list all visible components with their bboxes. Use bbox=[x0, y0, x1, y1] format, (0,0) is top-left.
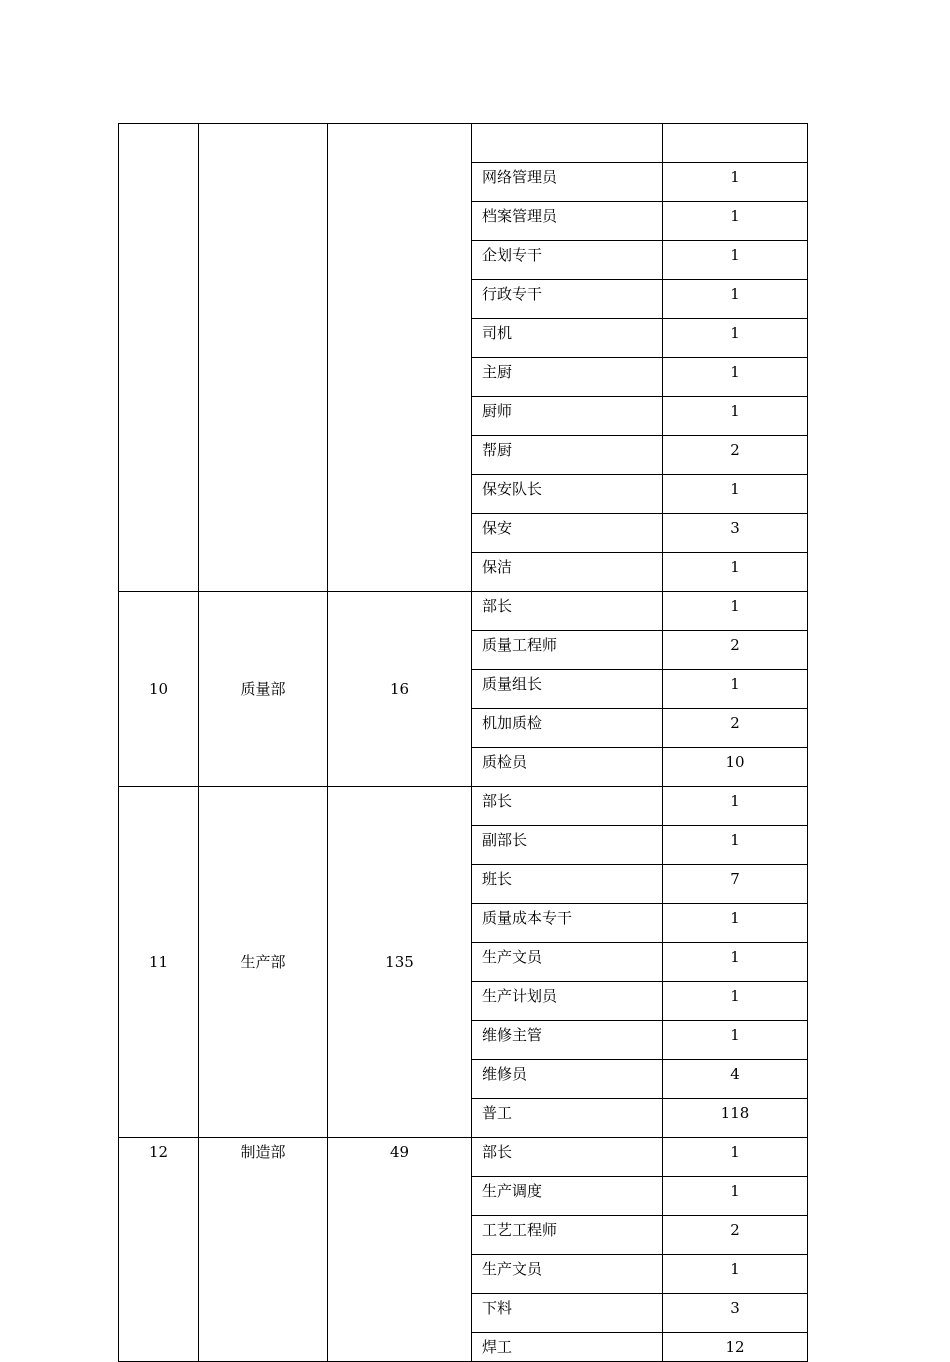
table-row bbox=[119, 1138, 808, 1177]
headcount-cell: 1 bbox=[663, 787, 808, 826]
position-cell: 班长 bbox=[472, 865, 663, 904]
headcount-cell: 1 bbox=[663, 202, 808, 241]
position-cell: 下料 bbox=[472, 1294, 663, 1333]
position-cell: 质检员 bbox=[472, 748, 663, 787]
position-cell: 保安 bbox=[472, 514, 663, 553]
headcount-cell: 1 bbox=[663, 904, 808, 943]
headcount-cell: 1 bbox=[663, 1255, 808, 1294]
table-row bbox=[119, 592, 808, 631]
position-cell: 质量成本专干 bbox=[472, 904, 663, 943]
position-cell: 帮厨 bbox=[472, 436, 663, 475]
headcount-cell: 1 bbox=[663, 943, 808, 982]
headcount-cell: 1 bbox=[663, 163, 808, 202]
position-cell: 普工 bbox=[472, 1099, 663, 1138]
position-cell: 维修主管 bbox=[472, 1021, 663, 1060]
headcount-cell: 1 bbox=[663, 592, 808, 631]
department-cell bbox=[199, 124, 328, 592]
headcount-cell: 1 bbox=[663, 1138, 808, 1177]
headcount-cell: 1 bbox=[663, 280, 808, 319]
department-cell: 制造部 bbox=[199, 1138, 328, 1362]
position-cell: 工艺工程师 bbox=[472, 1216, 663, 1255]
row-number-cell: 11 bbox=[119, 787, 199, 1138]
headcount-cell: 1 bbox=[663, 670, 808, 709]
staffing-table bbox=[118, 123, 808, 1362]
row-number-cell: 10 bbox=[119, 592, 199, 787]
position-cell: 网络管理员 bbox=[472, 163, 663, 202]
headcount-cell: 2 bbox=[663, 436, 808, 475]
position-cell: 司机 bbox=[472, 319, 663, 358]
headcount-cell bbox=[663, 124, 808, 163]
position-cell: 档案管理员 bbox=[472, 202, 663, 241]
position-cell: 保洁 bbox=[472, 553, 663, 592]
headcount-cell: 1 bbox=[663, 553, 808, 592]
position-cell: 保安队长 bbox=[472, 475, 663, 514]
headcount-cell: 3 bbox=[663, 1294, 808, 1333]
position-cell: 质量工程师 bbox=[472, 631, 663, 670]
position-cell: 部长 bbox=[472, 787, 663, 826]
position-cell: 维修员 bbox=[472, 1060, 663, 1099]
position-cell: 行政专干 bbox=[472, 280, 663, 319]
headcount-cell: 118 bbox=[663, 1099, 808, 1138]
table-row bbox=[119, 124, 808, 163]
headcount-cell: 1 bbox=[663, 241, 808, 280]
position-cell: 部长 bbox=[472, 1138, 663, 1177]
row-number-cell bbox=[119, 124, 199, 592]
position-cell: 企划专干 bbox=[472, 241, 663, 280]
department-total-cell: 135 bbox=[328, 787, 472, 1138]
position-cell: 生产文员 bbox=[472, 943, 663, 982]
headcount-cell: 2 bbox=[663, 709, 808, 748]
row-number-cell: 12 bbox=[119, 1138, 199, 1362]
position-cell: 副部长 bbox=[472, 826, 663, 865]
position-cell: 部长 bbox=[472, 592, 663, 631]
position-cell: 机加质检 bbox=[472, 709, 663, 748]
department-total-cell: 49 bbox=[328, 1138, 472, 1362]
headcount-cell: 1 bbox=[663, 358, 808, 397]
department-total-cell bbox=[328, 124, 472, 592]
position-cell: 生产文员 bbox=[472, 1255, 663, 1294]
position-cell: 生产调度 bbox=[472, 1177, 663, 1216]
headcount-cell: 4 bbox=[663, 1060, 808, 1099]
department-total-cell: 16 bbox=[328, 592, 472, 787]
headcount-cell: 7 bbox=[663, 865, 808, 904]
headcount-cell: 2 bbox=[663, 631, 808, 670]
headcount-cell: 1 bbox=[663, 319, 808, 358]
headcount-cell: 1 bbox=[663, 1177, 808, 1216]
position-cell: 质量组长 bbox=[472, 670, 663, 709]
headcount-cell: 10 bbox=[663, 748, 808, 787]
headcount-cell: 1 bbox=[663, 982, 808, 1021]
position-cell: 厨师 bbox=[472, 397, 663, 436]
position-cell bbox=[472, 124, 663, 163]
headcount-cell: 1 bbox=[663, 826, 808, 865]
position-cell: 生产计划员 bbox=[472, 982, 663, 1021]
headcount-cell: 12 bbox=[663, 1333, 808, 1362]
position-cell: 焊工 bbox=[472, 1333, 663, 1362]
department-cell: 质量部 bbox=[199, 592, 328, 787]
headcount-cell: 2 bbox=[663, 1216, 808, 1255]
headcount-cell: 1 bbox=[663, 475, 808, 514]
headcount-cell: 1 bbox=[663, 1021, 808, 1060]
department-cell: 生产部 bbox=[199, 787, 328, 1138]
headcount-cell: 3 bbox=[663, 514, 808, 553]
table-row bbox=[119, 787, 808, 826]
headcount-cell: 1 bbox=[663, 397, 808, 436]
position-cell: 主厨 bbox=[472, 358, 663, 397]
